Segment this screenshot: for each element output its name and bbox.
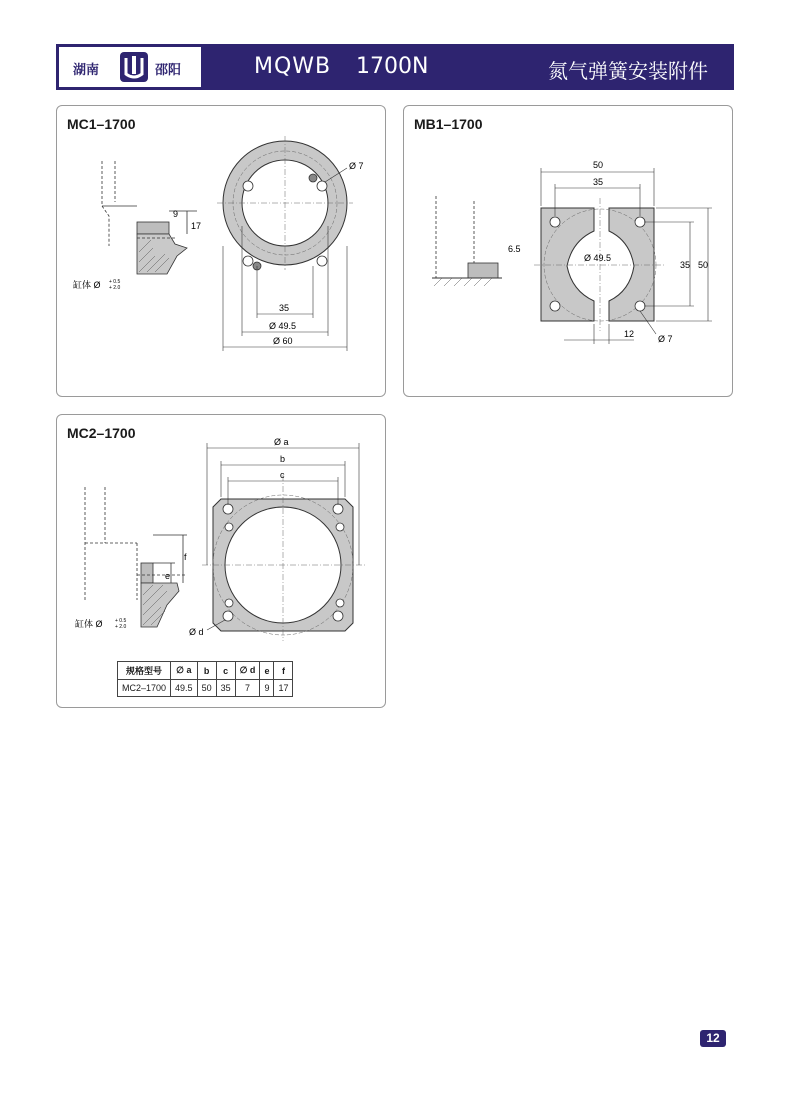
mc1-bore-label: 缸体 Ø (73, 280, 101, 290)
spec-cell: 35 (216, 680, 235, 697)
spec-cell: 49.5 (171, 680, 198, 697)
panel-mc1 (56, 105, 386, 397)
mc1-dim-17: 17 (191, 221, 202, 231)
mc2-dim-b: b (280, 454, 286, 464)
mb1-clamp-view (534, 198, 666, 331)
mc2-tol-low: + 2.0 (115, 624, 127, 630)
mc2-dim-d: Ø d (189, 627, 204, 637)
logo-text-right: 邵阳 (155, 63, 182, 78)
mb1-dim-35-side: 35 (680, 260, 691, 270)
mb1-hole-label: Ø 7 (658, 334, 673, 344)
spec-col-header: ∅ d (235, 662, 260, 680)
mb1-drawing (404, 106, 734, 398)
logo-box (58, 46, 202, 88)
spec-col-header: e (260, 662, 274, 680)
spec-cell: MC2–1700 (118, 680, 171, 697)
mb1-dim-49: Ø 49.5 (584, 253, 612, 263)
spec-col-header: b (197, 662, 216, 680)
mc2-side-view (85, 487, 187, 627)
mc2-dim-a: Ø a (274, 437, 289, 447)
spec-col-header: ∅ a (171, 662, 198, 680)
mb1-dim-50-top: 50 (593, 160, 604, 170)
mc2-dim-c: c (280, 470, 285, 480)
mb1-dim-35-top: 35 (593, 177, 604, 187)
panel-title-mb1: MB1–1700 (414, 116, 483, 132)
header-bar (56, 44, 734, 90)
panel-title-mc1: MC1–1700 (67, 116, 136, 132)
mc2-dim-e: e (165, 571, 171, 581)
company-logo-icon (117, 50, 151, 84)
spec-table-header (118, 662, 293, 680)
logo-text-left: 湖南 (73, 63, 100, 78)
mb1-dim-50-side: 50 (698, 260, 709, 270)
mc2-tol-up: + 0.5 (115, 618, 127, 624)
page-number: 12 (700, 1030, 726, 1047)
mc1-side-view (102, 161, 197, 274)
table-row (118, 680, 293, 697)
mb1-side-view (432, 196, 502, 278)
mc1-dim-9: 9 (173, 209, 179, 219)
spec-cell: 9 (260, 680, 274, 697)
mc1-hole-label: Ø 7 (349, 161, 364, 171)
spec-cell: 7 (235, 680, 260, 697)
mc1-dim-49: Ø 49.5 (269, 321, 297, 331)
spec-col-header: f (274, 662, 293, 680)
mc1-drawing (57, 106, 387, 398)
force-rating: 1700N (356, 54, 429, 79)
mb1-dim-65: 6.5 (508, 244, 521, 254)
spec-cell: 50 (197, 680, 216, 697)
spec-col-header: 规格型号 (118, 662, 171, 680)
model-code: MQWB (254, 54, 332, 79)
mc1-tol-up: + 0.5 (109, 279, 121, 285)
spec-cell: 17 (274, 680, 293, 697)
mc1-ring-view (217, 136, 353, 270)
mc2-bore-label: 缸体 Ø (75, 619, 103, 629)
panel-mb1 (403, 105, 733, 397)
page-title: 氮气弹簧安装附件 (548, 59, 708, 83)
mc2-dim-f: f (184, 552, 187, 562)
mb1-ground-hatch (434, 278, 492, 286)
spec-table (117, 661, 293, 697)
mb1-dim-12: 12 (624, 329, 635, 339)
mc1-tol-low: + 2.0 (109, 285, 121, 291)
spec-col-header: c (216, 662, 235, 680)
panel-mc2 (56, 414, 386, 708)
mc1-dim-35: 35 (279, 303, 290, 313)
mc1-dim-60: Ø 60 (273, 336, 293, 346)
mc2-flange-view (202, 475, 365, 641)
panel-title-mc2: MC2–1700 (67, 425, 136, 441)
